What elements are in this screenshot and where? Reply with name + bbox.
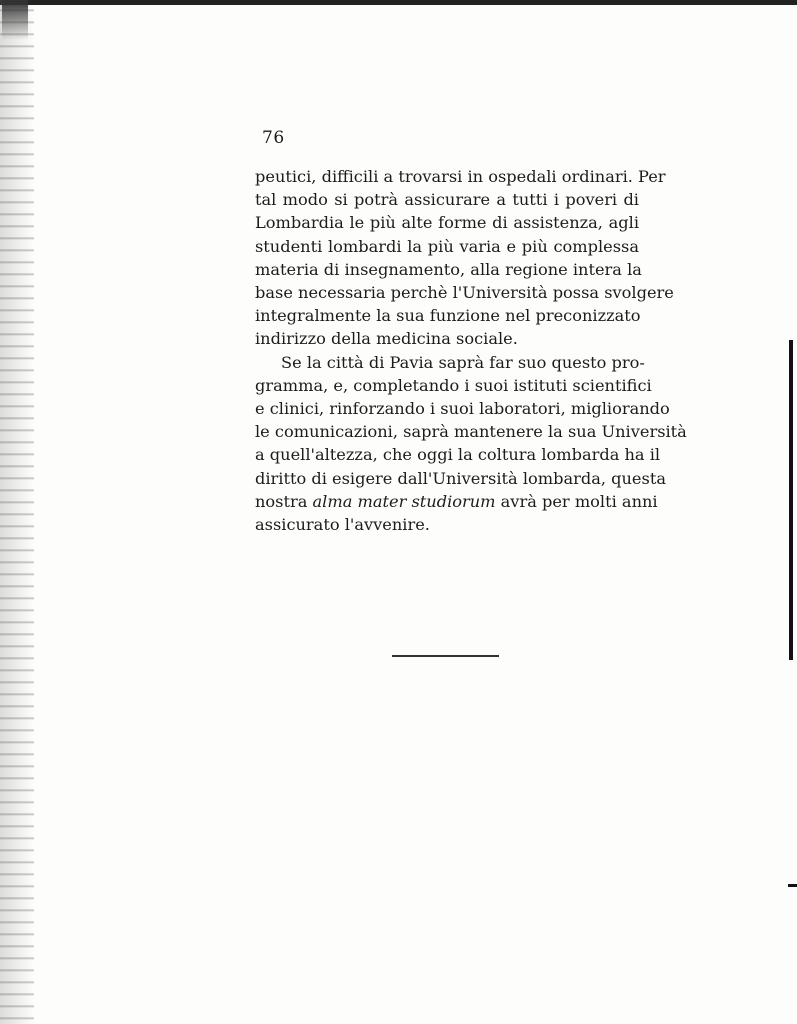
left-scan-edge [0, 0, 34, 1024]
text-line: Lombardia le più alte forme di assistenza, agli [255, 213, 639, 233]
top-scan-border [0, 0, 797, 5]
body-text [255, 165, 687, 536]
text-line: studenti lombardi la più varia e più complessa [255, 236, 639, 256]
text-line: e clinici, rinforzando i suoi laboratori, migliorando [255, 399, 670, 419]
text-line: peutici, difficili a trovarsi in ospedali ordinari. Per [255, 167, 666, 186]
text-line: gramma, e, completando i suoi istituti scientifici [255, 375, 652, 395]
text-line: materia di insegnamento, alla regione intera la [255, 259, 642, 279]
right-scan-mark [788, 884, 797, 887]
text-line-italic [255, 490, 658, 513]
page-number: 76 [262, 128, 285, 148]
text-line: Se la città di Pavia saprà far suo questo pro- [281, 352, 645, 372]
text-line: base necessaria perchè l'Università possa svolgere [255, 283, 674, 303]
text-line: assicurato l'avvenire. [255, 515, 430, 535]
text-line: le comunicazioni, saprà mantenere la sua Università [255, 422, 687, 442]
text-line: a quell'altezza, che oggi la coltura lombarda ha il [255, 445, 661, 465]
text-line: integralmente la sua funzione nel preconizzato [255, 306, 641, 326]
italic-phrase: alma mater studiorum [312, 491, 496, 511]
text-line: tal modo si potrà assicurare a tutti i poveri di [255, 190, 639, 210]
right-scan-bar [789, 340, 793, 660]
end-rule [392, 655, 499, 657]
text-line: diritto di esigere dall'Università lombarda, questa [255, 468, 666, 488]
text-segment: nostra [255, 491, 313, 511]
text-segment: avrà per molti anni [495, 491, 658, 511]
text-line: indirizzo della medicina sociale. [255, 329, 518, 349]
